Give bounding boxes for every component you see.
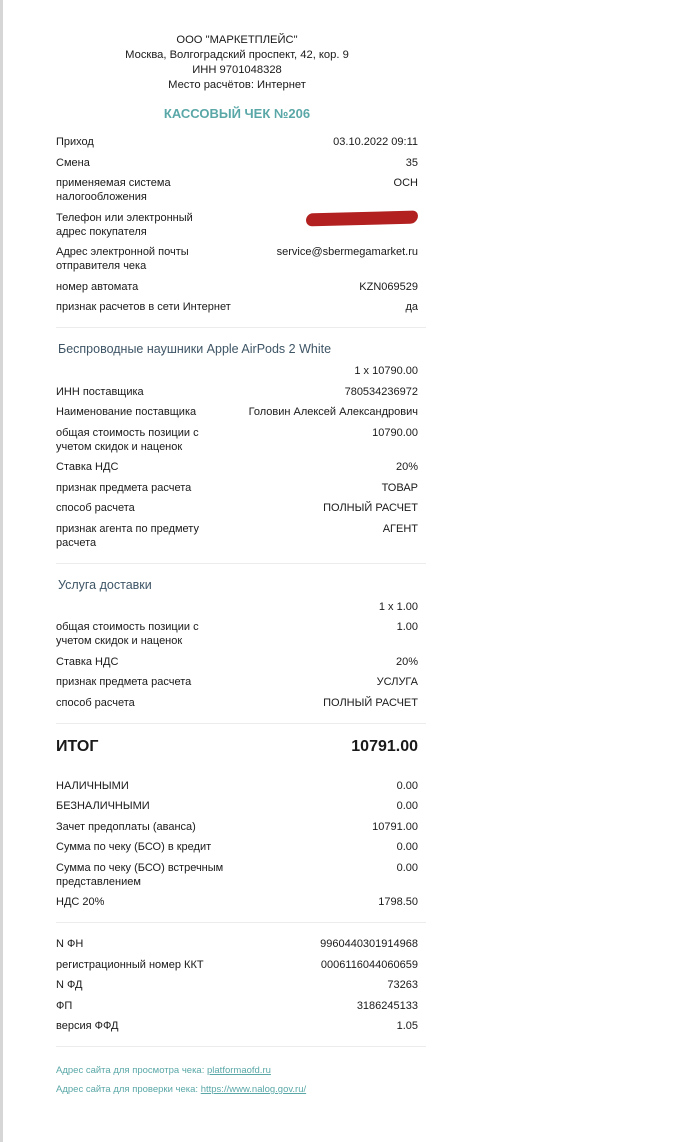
- row-value: 10791.00: [372, 820, 418, 833]
- receipt: [56, 0, 418, 1099]
- item-row: [56, 481, 418, 495]
- receipt-title: КАССОВЫЙ ЧЕК №206: [163, 106, 311, 121]
- row-value: 0.00: [396, 841, 418, 853]
- info-row: [56, 211, 418, 239]
- row-label: Адрес электронной почты отправителя чека: [56, 246, 189, 272]
- row-label: применяемая система налогообложения: [56, 177, 171, 203]
- fiscal-row: [56, 1019, 418, 1033]
- payment-row: [56, 895, 418, 909]
- item-row: [56, 460, 418, 474]
- row-value: KZN069529: [359, 280, 418, 293]
- item-details: [56, 600, 418, 710]
- divider: [56, 922, 426, 923]
- row-label: Наименование поставщика: [56, 406, 197, 418]
- row-label: Приход: [56, 136, 94, 148]
- row-label: признак предмета расчета: [56, 676, 192, 688]
- info-row: [56, 280, 418, 294]
- row-value: ТОВАР: [381, 481, 418, 494]
- row-label: БЕЗНАЛИЧНЫМИ: [56, 800, 150, 812]
- row-label: способ расчета: [56, 696, 135, 709]
- check-site-line: [56, 1080, 418, 1099]
- item-row: [56, 405, 418, 419]
- fiscal-row: [56, 958, 418, 972]
- item-quantity-row: [56, 364, 418, 378]
- company-name: ООО "МАРКЕТПЛЕЙС": [176, 34, 298, 46]
- row-label: способ расчета: [56, 502, 135, 514]
- payments: [56, 779, 418, 910]
- row-value: 3186245133: [356, 999, 418, 1012]
- row-value: 9960440301914968: [320, 938, 418, 950]
- row-value: Головин Алексей Александрович: [248, 406, 418, 418]
- row-value: 0.00: [396, 861, 418, 874]
- row-value: УСЛУГА: [376, 676, 418, 688]
- item-details: [56, 364, 418, 550]
- row-label: признак предмета расчета: [56, 481, 192, 494]
- receipt-info: [56, 135, 418, 314]
- row-label: Смена: [56, 156, 90, 169]
- row-value: 20%: [395, 461, 418, 473]
- item-row: [56, 696, 418, 710]
- total-value: 10791.00: [351, 737, 418, 755]
- row-value: 1798.50: [378, 896, 418, 908]
- row-value: 1.00: [396, 621, 418, 633]
- item-row: [56, 426, 418, 454]
- divider: [56, 327, 426, 328]
- item-name: Беспроводные наушники Apple AirPods 2 White: [58, 342, 332, 356]
- row-value: 35: [405, 156, 418, 169]
- payment-row: [56, 840, 418, 854]
- item-row: [56, 522, 418, 550]
- item-quantity: 1 x 10790.00: [354, 365, 418, 377]
- redacted-contact: [306, 210, 418, 226]
- row-label: признак агента по предмету расчета: [56, 522, 199, 549]
- receipt-header: [56, 33, 418, 93]
- row-label: НДС 20%: [56, 896, 105, 908]
- total-label: ИТОГ: [56, 737, 99, 755]
- row-label: Ставка НДС: [56, 461, 119, 473]
- payment-row: [56, 779, 418, 793]
- info-row: [56, 300, 418, 314]
- row-value: 0.00: [396, 800, 418, 812]
- row-value: ПОЛНЫЙ РАСЧЕТ: [323, 502, 418, 514]
- item-quantity: 1 x 1.00: [378, 600, 418, 613]
- row-label: номер автомата: [56, 280, 139, 293]
- row-label: Зачет предоплаты (аванса): [56, 820, 196, 833]
- row-value: 0.00: [396, 779, 418, 792]
- row-label: признак расчетов в сети Интернет: [56, 301, 231, 313]
- item-row: [56, 620, 418, 648]
- row-label: Сумма по чеку (БСО) встречным представлением: [56, 861, 224, 888]
- item-row: [56, 501, 418, 515]
- row-value: да: [405, 301, 418, 313]
- fiscal-data: [56, 937, 418, 1033]
- view-site-link[interactable]: platformaofd.ru: [207, 1065, 271, 1076]
- item-name: Услуга доставки: [58, 577, 152, 592]
- check-site-link[interactable]: https://www.nalog.gov.ru/: [200, 1084, 307, 1095]
- row-label: Сумма по чеку (БСО) в кредит: [56, 841, 212, 853]
- fiscal-row: [56, 978, 418, 992]
- info-row: [56, 245, 418, 273]
- row-label: версия ФФД: [56, 1020, 119, 1032]
- settlement-place: Место расчётов: Интернет: [168, 79, 306, 91]
- item-row: [56, 655, 418, 669]
- row-label: Телефон или электронный адрес покупателя: [56, 211, 193, 238]
- info-row: [56, 156, 418, 170]
- view-site-line: [56, 1061, 418, 1080]
- payment-row: [56, 820, 418, 834]
- row-label: Ставка НДС: [56, 655, 119, 668]
- row-label: НАЛИЧНЫМИ: [56, 779, 129, 792]
- row-value: 03.10.2022 09:11: [333, 136, 418, 148]
- row-label: общая стоимость позиции с учетом скидок и наценок: [56, 621, 199, 647]
- row-label: N ФН: [56, 938, 84, 950]
- row-label: ИНН поставщика: [56, 385, 144, 398]
- row-label: регистрационный номер ККТ: [56, 958, 204, 971]
- total-row: [56, 738, 418, 756]
- row-value: service@sbermegamarket.ru: [276, 246, 418, 258]
- payment-row: [56, 861, 418, 889]
- row-value: 1.05: [396, 1020, 418, 1032]
- fiscal-row: [56, 999, 418, 1013]
- row-value: 10790.00: [372, 426, 418, 439]
- row-value: ОСН: [393, 177, 418, 189]
- row-value: ПОЛНЫЙ РАСЧЕТ: [323, 696, 418, 709]
- divider: [56, 563, 426, 564]
- row-label: общая стоимость позиции с учетом скидок и наценок: [56, 426, 199, 453]
- divider: [56, 723, 426, 724]
- row-label: ФП: [56, 999, 73, 1012]
- company-inn: ИНН 9701048328: [192, 64, 282, 76]
- row-value: АГЕНТ: [382, 522, 418, 535]
- row-value: 0006116044060659: [320, 958, 418, 971]
- view-site-label: Адрес сайта для просмотра чека:: [56, 1065, 205, 1076]
- divider: [56, 1046, 426, 1047]
- row-label: N ФД: [56, 979, 83, 991]
- item-row: [56, 675, 418, 689]
- receipt-footer: [56, 1061, 418, 1099]
- company-address: Москва, Волгоградский проспект, 42, кор. 9: [125, 49, 349, 61]
- row-value: 780534236972: [344, 385, 418, 398]
- check-site-label: Адрес сайта для проверки чека:: [56, 1084, 199, 1095]
- payment-row: [56, 799, 418, 813]
- row-value: 20%: [395, 655, 418, 668]
- item-row: [56, 385, 418, 399]
- info-row: [56, 135, 418, 149]
- left-edge-border: [0, 0, 3, 1142]
- row-value: 73263: [387, 979, 418, 991]
- fiscal-row: [56, 937, 418, 951]
- info-row: [56, 176, 418, 204]
- item-quantity-row: [56, 600, 418, 614]
